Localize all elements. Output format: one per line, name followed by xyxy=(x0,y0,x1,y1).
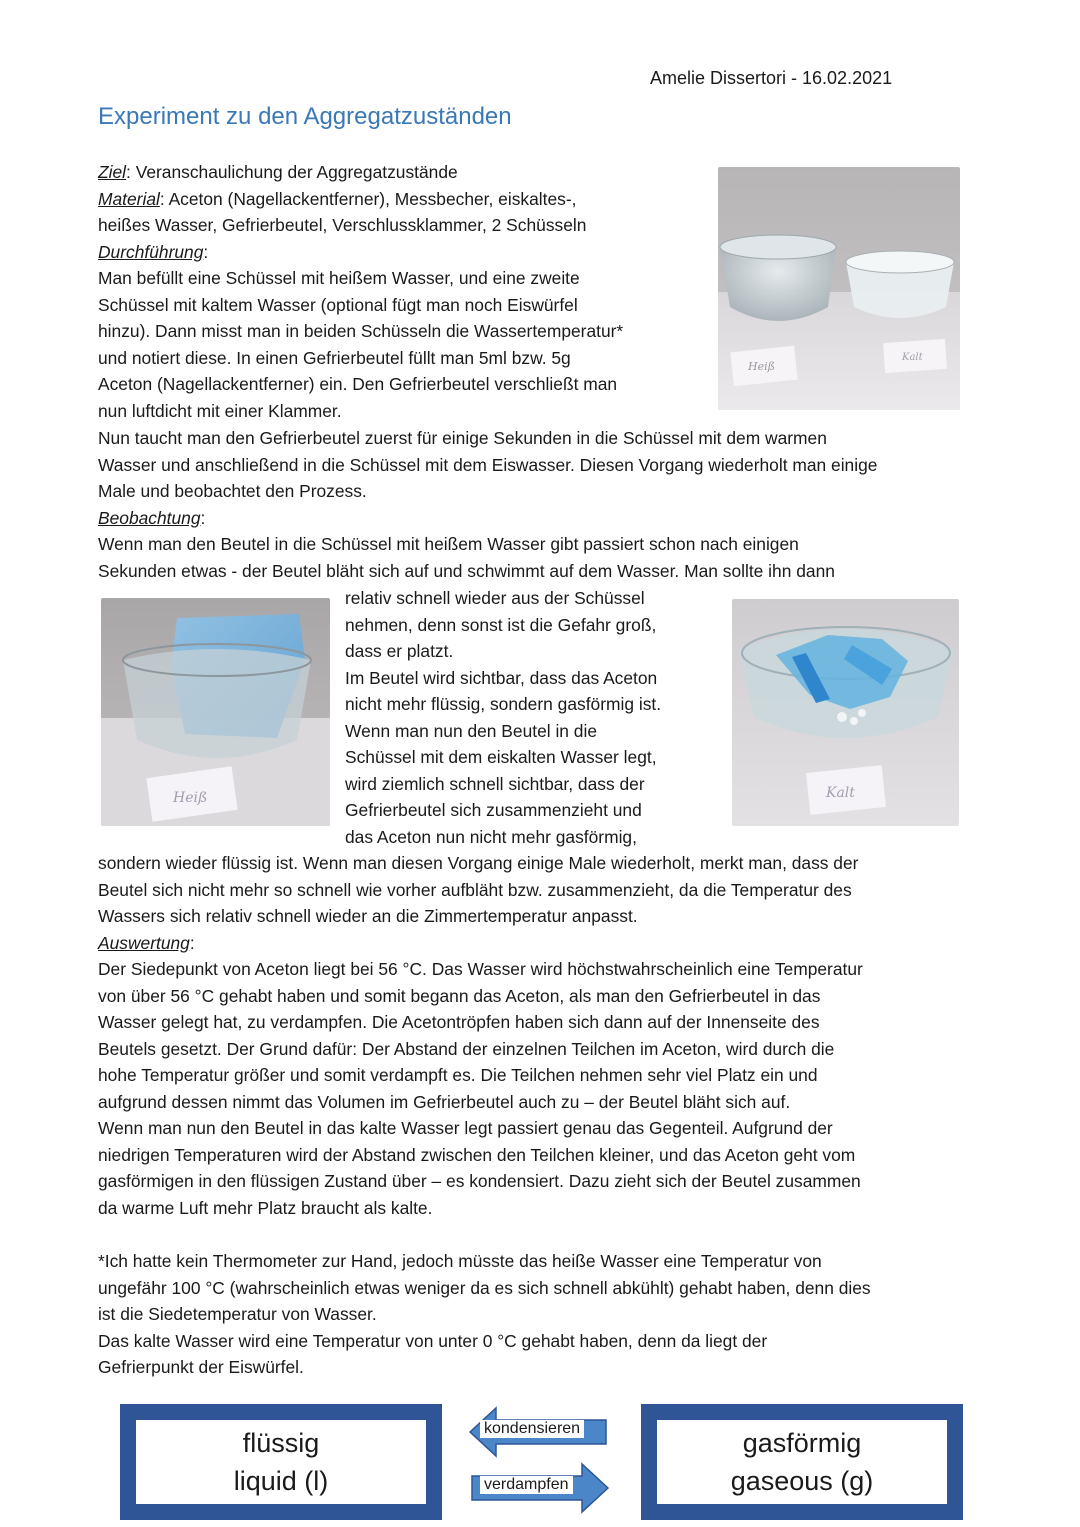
beobachtung-middle xyxy=(345,585,725,850)
durchfuehrung-continued xyxy=(98,425,998,584)
beobachtung-colon: : xyxy=(200,507,206,528)
beobachtung-middle-line: dass er platzt. xyxy=(345,641,454,661)
durchfuehrung-line: nun luftdicht mit einer Klammer. xyxy=(98,400,342,421)
photo-label-hot: Heiß xyxy=(748,360,775,373)
auswertung-line: aufgrund dessen nimmt das Volumen im Gefrierbeutel auch zu – der Beutel bläht sich auf. xyxy=(98,1091,791,1112)
beobachtung-after-line: Wassers sich relativ schnell wieder an die Zimmertemperatur anpasst. xyxy=(98,906,638,926)
durchfuehrung-line: Schüssel mit kaltem Wasser (optional fügt man noch Eiswürfel xyxy=(98,294,578,315)
footnote-line: ungefähr 100 °C (wahrscheinlich etwas weniger da es sich schnell abkühlt) gehabt haben, denn dies xyxy=(98,1277,871,1298)
photo-label-cold: Kalt xyxy=(902,352,923,363)
footnote-line: ist die Siedetemperatur von Wasser. xyxy=(98,1304,377,1324)
material-label: Material xyxy=(98,188,160,209)
auswertung-line: gasförmigen in den flüssigen Zustand über – es kondensiert. Dazu zieht sich der Beutel zusammen xyxy=(98,1171,861,1191)
durchfuehrung-label: Durchführung xyxy=(98,241,204,262)
beobachtung-label: Beobachtung xyxy=(98,507,201,528)
auswertung-line: Wenn man nun den Beutel in das kalte Wasser legt passiert genau das Gegenteil. Aufgrund der xyxy=(98,1118,833,1138)
state-gas-de: gasförmig xyxy=(742,1428,862,1458)
author-date: Amelie Dissertori - 16.02.2021 xyxy=(650,68,893,88)
arrow-label-condense: kondensieren xyxy=(480,1420,584,1438)
photo-right-label: Kalt xyxy=(826,785,855,801)
beobachtung-middle-line: Schüssel mit dem eiskalten Wasser legt, xyxy=(345,747,657,767)
state-box-gaseous xyxy=(641,1404,963,1520)
auswertung-line: niedrigen Temperaturen wird der Abstand zwischen den Teilchen kleiner, und das Aceton geht vom xyxy=(98,1144,856,1165)
durchfuehrung-line: und notiert diese. In einen Gefrierbeutel füllt man 5ml bzw. 5g xyxy=(98,347,571,368)
beobachtung-middle-line: nicht mehr flüssig, sondern gasförmig ist. xyxy=(345,694,662,714)
auswertung-line: da warme Luft mehr Platz braucht als kalte. xyxy=(98,1197,433,1218)
auswertung-line: von über 56 °C gehabt haben und somit begann das Aceton, als man den Gefrierbeutel in das xyxy=(98,985,821,1006)
state-gas-en: gaseous (g) xyxy=(730,1466,874,1496)
durchfuehrung-line: Man befüllt eine Schüssel mit heißem Wasser, und eine zweite xyxy=(98,268,580,288)
durchfuehrung-full-line: Male und beobachtet den Prozess. xyxy=(98,481,367,501)
auswertung-colon: : xyxy=(189,932,195,953)
footnote-line: Das kalte Wasser wird eine Temperatur von unter 0 °C gehabt haben, denn da liegt der xyxy=(98,1330,768,1351)
durchfuehrung-colon: : xyxy=(203,241,209,262)
ziel-text: : Veranschaulichung der Aggregatzustände xyxy=(126,162,458,182)
auswertung-line: Wasser gelegt hat, zu verdampfen. Die Acetontröpfen haben sich dann auf der Innenseite des xyxy=(98,1012,820,1032)
durchfuehrung-full-line: Wasser und anschließend in die Schüssel mit dem Eiswasser. Diesen Vorgang wiederholt man einige xyxy=(98,454,878,475)
beobachtung-full-line: Wenn man den Beutel in die Schüssel mit heißem Wasser gibt passiert schon nach einigen xyxy=(98,534,799,554)
beobachtung-after-line: Beutel sich nicht mehr so schnell wie vorher aufbläht bzw. zusammenzieht, da die Temperatur des xyxy=(98,879,852,900)
state-liquid-de: flüssig xyxy=(242,1428,320,1458)
photo-cold-bowl xyxy=(732,599,959,826)
beobachtung-middle-line: das Aceton nun nicht mehr gasförmig, xyxy=(345,826,637,847)
photo-left-label: Heiß xyxy=(173,790,208,806)
auswertung-label: Auswertung xyxy=(98,932,190,953)
beobachtung-middle-line: Wenn man nun den Beutel in die xyxy=(345,720,598,741)
beobachtung-after-line: sondern wieder flüssig ist. Wenn man diesen Vorgang einige Male wiederholt, merkt man, dass der xyxy=(98,853,859,873)
beobachtung-middle-line: Gefrierbeutel sich zusammenzieht und xyxy=(345,800,642,820)
state-box-liquid xyxy=(120,1404,442,1520)
footnote-line: Gefrierpunkt der Eiswürfel. xyxy=(98,1357,304,1377)
material-line-1: : Aceton (Nagellackentferner), Messbecher, eiskaltes-, xyxy=(159,188,577,209)
intro-section xyxy=(98,159,718,424)
durchfuehrung-full-line: Nun taucht man den Gefrierbeutel zuerst für einige Sekunden in die Schüssel mit dem warmen xyxy=(98,428,827,448)
beobachtung-full-line: Sekunden etwas - der Beutel bläht sich auf und schwimmt auf dem Wasser. Man sollte ihn dann xyxy=(98,560,835,581)
beobachtung-middle-line: wird ziemlich schnell sichtbar, dass der xyxy=(345,773,645,794)
durchfuehrung-line: Aceton (Nagellackentferner) ein. Den Gefrierbeutel verschließt man xyxy=(98,374,618,394)
arrow-label-evaporate: verdampfen xyxy=(480,1476,573,1494)
page-title: Experiment zu den Aggregatzuständen xyxy=(98,103,512,130)
footnote xyxy=(98,1248,998,1381)
auswertung-line: Beutels gesetzt. Der Grund dafür: Der Abstand der einzelnen Teilchen im Aceton, wird durch die xyxy=(98,1038,835,1059)
photo-hot-bowl xyxy=(101,598,330,826)
auswertung-line: hohe Temperatur größer und somit verdampft es. Die Teilchen nehmen sehr viel Platz ein und xyxy=(98,1065,818,1085)
auswertung-line: Der Siedepunkt von Aceton liegt bei 56 °C. Das Wasser wird höchstwahrscheinlich eine Temperatur xyxy=(98,959,863,979)
durchfuehrung-line: hinzu). Dann misst man in beiden Schüsseln die Wassertemperatur* xyxy=(98,321,624,341)
material-line-2: heißes Wasser, Gefrierbeutel, Verschlussklammer, 2 Schüsseln xyxy=(98,215,587,235)
beobachtung-middle-line: relativ schnell wieder aus der Schüssel xyxy=(345,588,645,608)
ziel-label: Ziel xyxy=(98,162,127,182)
beobachtung-middle-line: nehmen, denn sonst ist die Gefahr groß, xyxy=(345,614,657,635)
footnote-line: *Ich hatte kein Thermometer zur Hand, jedoch müsste das heiße Wasser eine Temperatur von xyxy=(98,1251,822,1271)
photo-two-bowls xyxy=(718,167,960,410)
beobachtung-middle-line: Im Beutel wird sichtbar, dass das Aceton xyxy=(345,667,658,688)
main-text-lower xyxy=(98,850,998,1221)
state-liquid-en: liquid (l) xyxy=(233,1466,329,1496)
